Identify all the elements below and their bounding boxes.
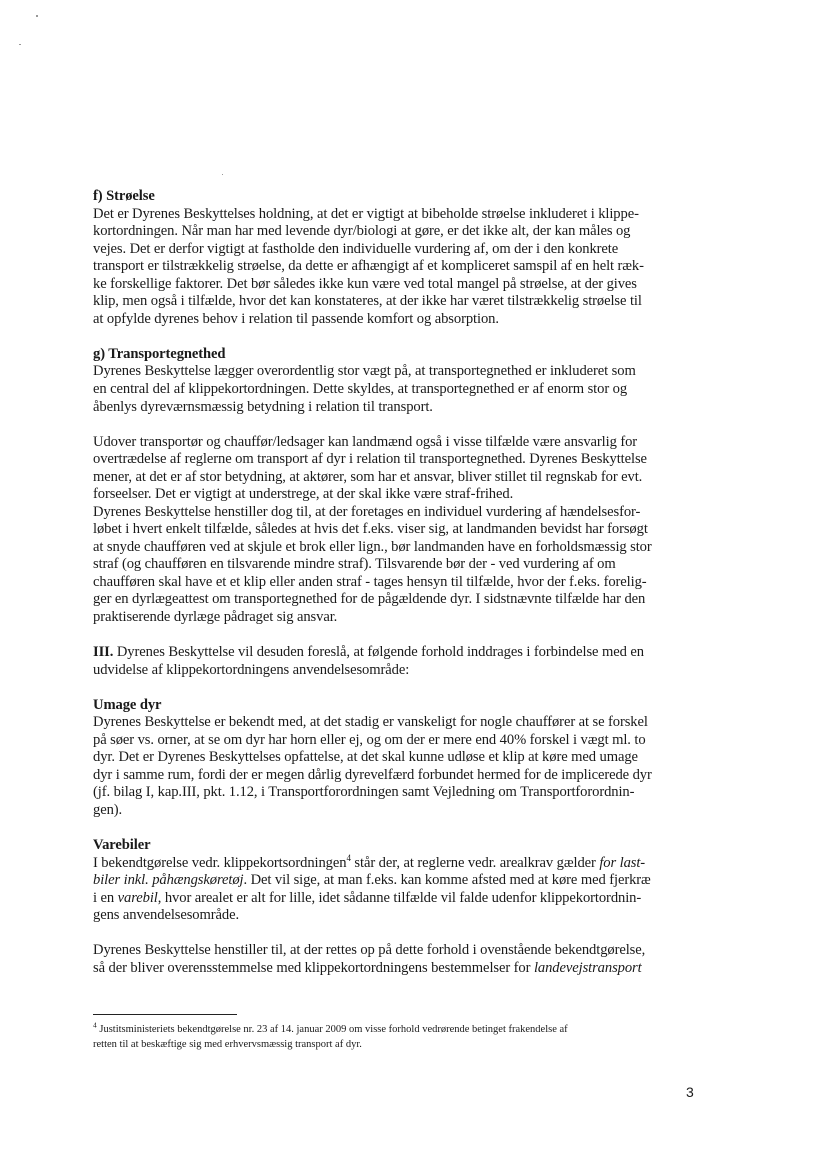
footnote-line <box>93 1022 703 1037</box>
text-run: står der, at reglerne vedr. arealkrav gælder <box>350 854 600 871</box>
text-line: Udover transportør og chauffør/ledsager kan landmænd også i visse tilfælde være ansvarlig for <box>93 433 638 450</box>
section-g-paragraph <box>93 363 705 416</box>
text-line: at opfylde dyrenes behov i relation til passende komfort og absorption. <box>93 310 499 327</box>
page-number: 3 <box>686 1084 694 1100</box>
text-line: klip, men også i tilfælde, hvor det kan konstateres, at der ikke har været tilstrækkelig strøelse til <box>93 293 642 310</box>
text-line: udvidelse af klippekortordningens anvendelsesområde: <box>93 661 410 678</box>
text-line: (jf. bilag I, kap.III, pkt. 1.12, i Transportforordningen samt Vejledning om Transportforordnin- <box>93 784 635 801</box>
paragraph-gap <box>93 416 705 434</box>
text-line <box>93 852 705 873</box>
text-line: praktiserende dyrlæge pådraget sig ansvar. <box>93 609 338 626</box>
section-f-heading: f) Strøelse <box>93 188 155 204</box>
text-run: , hvor arealet er alt for lille, idet sådanne tilfælde vil falde udenfor klippekortordnin- <box>157 889 642 906</box>
italic-run: biler inkl. påhængskøretøj <box>93 872 244 889</box>
text-line: dyr. Det er Dyrenes Beskyttelses opfattelse, at det skal kunne udløse et klip at køre med umage <box>93 749 638 766</box>
text-line <box>93 644 705 662</box>
text-line: dyr i samme rum, fordi der er megen dårlig dyrevelfærd forbundet hermed for de implicerede dyr <box>93 766 652 783</box>
text-run: i en <box>93 889 118 906</box>
text-line: på søer vs. orner, at se om dyr har horn eller ej, og om der er mere end 40% forskel i vægt ml. to <box>93 731 646 748</box>
footnote-text: Justitsministeriets bekendtgørelse nr. 23 af 14. januar 2009 om visse forhold vedrørende betinget frakendelse af <box>96 1024 568 1035</box>
italic-run: landevejstransport <box>533 959 642 976</box>
text-line: kortordningen. Når man har med levende dyr/biologi at gøre, er det ikke alt, der kan måles og <box>93 223 631 240</box>
text-line: Det er Dyrenes Beskyttelses holdning, at det er vigtigt at bibeholde strøelse inkluderet i klippe- <box>93 205 639 222</box>
text-line <box>93 960 705 978</box>
text-line: forseelser. Det er vigtigt at understrege, at der skal ikke være straf-frihed. <box>93 486 514 503</box>
paragraph-gap <box>93 925 705 943</box>
section-umage-paragraph <box>93 714 705 819</box>
text-line: at snyde chaufføren ved at skjule et brok eller lign., bør landmanden have en forholdsmæssig stor <box>93 538 652 555</box>
paragraph-gap <box>93 328 705 346</box>
text-line <box>93 890 705 908</box>
text-line: en central del af klippekortordningen. Dette skyldes, at transportegnethed er af enorm stor og <box>93 380 628 397</box>
italic-run: for last- <box>599 854 646 871</box>
text-line: mener, at det er af stor betydning, at aktører, som har et ansvar, bliver stillet til regnskab for evt. <box>93 468 643 485</box>
footnote <box>93 1022 703 1052</box>
text-line: løbet i hvert enkelt tilfælde, således at hvis det f.eks. viser sig, at landmanden bevidst har forsøgt <box>93 521 648 538</box>
text-run: . Det vil sige, at man f.eks. kan komme afsted med at køre med fjerkræ <box>243 872 651 889</box>
section-g-paragraph-2 <box>93 434 705 627</box>
scan-speck <box>19 44 21 45</box>
text-line: ger en dyrlægeattest om transportegnethed for de pågældende dyr. I sidstnævnte tilfælde har den <box>93 591 646 608</box>
section-umage-heading: Umage dyr <box>93 696 162 713</box>
text-run: så der bliver overensstemmelse med klippekortordningens bestemmelser for <box>93 959 534 976</box>
footnote-line: retten til at beskæftige sig med erhvervsmæssig transport af dyr. <box>93 1039 362 1050</box>
text-line: gen). <box>93 801 123 818</box>
section-f-paragraph <box>93 206 705 329</box>
section-g-heading: g) Transportegnethed <box>93 345 226 362</box>
text-line: transport er tilstrækkelig strøelse, da dette er afhængigt af et kompliceret samspil af en helt ræk- <box>93 258 644 275</box>
text-line: Dyrenes Beskyttelse er bekendt med, at det stadig er vanskeligt for nogle chauffører at se forskel <box>93 714 648 731</box>
text-line <box>93 872 705 890</box>
text-line: Dyrenes Beskyttelse henstiller til, at der rettes op på dette forhold i ovenstående bekendtgørelse, <box>93 942 646 959</box>
section-iii-numeral: III. <box>93 644 114 661</box>
text-line: ke forskellige faktorer. Det bør således ikke kun være ved total mangel på strøelse, at der gives <box>93 275 637 292</box>
text-line: chaufføren skal have et et klip eller anden straf - tages hensyn til tilfælde, hvor der f.eks. forelig- <box>93 573 647 590</box>
section-varebiler-paragraph <box>93 852 705 925</box>
section-varebiler-paragraph-2 <box>93 942 705 977</box>
text-line: vejes. Det er derfor vigtigt at fastholde den individuelle vurdering af, om der i den konkrete <box>93 240 619 257</box>
text-run: I bekendtgørelse vedr. klippekortsordningen <box>93 854 347 871</box>
section-varebiler-heading: Varebiler <box>93 837 151 853</box>
text-line: gens anvendelsesområde. <box>93 907 240 924</box>
footnote-reference: 4 <box>346 852 351 863</box>
paragraph-gap <box>93 627 705 645</box>
document-body <box>93 188 705 977</box>
paragraph-gap <box>93 820 705 838</box>
section-iii-paragraph <box>93 644 705 679</box>
text-line: straf (og chaufføren en tilsvarende mindre straf). Tilsvarende bør der - ved vurdering af om <box>93 556 616 573</box>
paragraph-gap <box>93 679 705 697</box>
text-line: overtrædelse af reglerne om transport af dyr i relation til transportegnethed. Dyrenes Beskyttelse <box>93 451 647 468</box>
footnote-separator <box>93 1014 237 1015</box>
scan-speck <box>222 174 223 175</box>
text-line: Dyrenes Beskyttelse henstiller dog til, at der foretages en individuel vurdering af hændelsesfor- <box>93 503 641 520</box>
italic-run: varebil <box>117 889 158 906</box>
text-line: Dyrenes Beskyttelse lægger overordentlig stor vægt på, at transportegnethed er inkluderet som <box>93 363 636 380</box>
footnote-marker: 4 <box>93 1020 97 1030</box>
scan-speck <box>36 15 38 17</box>
text-line: åbenlys dyreværnsmæssig betydning i relation til transport. <box>93 398 433 415</box>
section-iii-text: Dyrenes Beskyttelse vil desuden foreslå, at følgende forhold inddrages i forbindelse med en <box>113 644 644 661</box>
